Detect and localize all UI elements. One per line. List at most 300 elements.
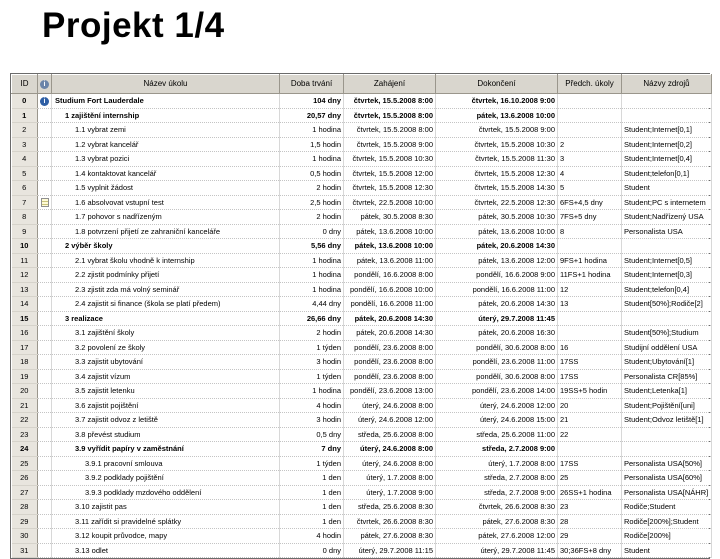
task-predecessors — [558, 311, 622, 326]
task-duration: 0 dny — [280, 543, 344, 558]
task-resources: Personalista CR[85%] — [622, 369, 712, 384]
task-name[interactable]: 3.6 zajistit pojištění — [52, 398, 280, 413]
task-start: čtvrtek, 15.5.2008 8:00 — [344, 94, 436, 109]
row-id: 4 — [12, 152, 38, 167]
task-duration: 4 hodin — [280, 529, 344, 544]
task-name[interactable]: 3.2 povolení ze školy — [52, 340, 280, 355]
task-duration: 26,66 dny — [280, 311, 344, 326]
indicator-cell — [38, 369, 52, 384]
task-duration: 1 den — [280, 485, 344, 500]
task-start: pondělí, 16.6.2008 11:00 — [344, 297, 436, 312]
task-duration: 2,5 hodin — [280, 195, 344, 210]
task-start: středa, 25.6.2008 8:00 — [344, 427, 436, 442]
indicator-cell — [38, 398, 52, 413]
task-resources: Student;Internet[0,3] — [622, 268, 712, 283]
task-predecessors — [558, 326, 622, 341]
task-start: středa, 25.6.2008 8:30 — [344, 500, 436, 515]
task-name[interactable]: 1.6 absolvovat vstupní test — [52, 195, 280, 210]
task-start: pátek, 13.6.2008 10:00 — [344, 239, 436, 254]
task-duration: 7 dny — [280, 442, 344, 457]
table-row[interactable] — [12, 427, 712, 442]
task-resources: Personalista USA[NÁHR] — [622, 485, 712, 500]
indicator-cell — [38, 94, 52, 109]
task-finish: pondělí, 30.6.2008 8:00 — [436, 369, 558, 384]
row-id: 28 — [12, 500, 38, 515]
task-duration: 1 den — [280, 471, 344, 486]
table-row[interactable] — [12, 282, 712, 297]
row-id: 14 — [12, 297, 38, 312]
table-row[interactable] — [12, 94, 712, 109]
task-duration: 0,5 hodin — [280, 166, 344, 181]
task-duration: 5,56 dny — [280, 239, 344, 254]
task-predecessors: 8 — [558, 224, 622, 239]
task-duration: 1 hodina — [280, 384, 344, 399]
task-predecessors — [558, 442, 622, 457]
task-start: úterý, 29.7.2008 11:15 — [344, 543, 436, 558]
indicator-cell — [38, 210, 52, 225]
task-name[interactable]: 3.3 zajistit ubytování — [52, 355, 280, 370]
task-duration: 20,57 dny — [280, 108, 344, 123]
indicator-cell — [38, 239, 52, 254]
project-task-table — [10, 73, 710, 559]
task-resources: Student[50%];Studium — [622, 326, 712, 341]
table-row[interactable] — [12, 326, 712, 341]
row-id: 8 — [12, 210, 38, 225]
indicator-cell — [38, 384, 52, 399]
task-finish: pátek, 20.6.2008 16:30 — [436, 326, 558, 341]
table-row[interactable] — [12, 485, 712, 500]
indicator-cell — [38, 253, 52, 268]
task-predecessors — [558, 239, 622, 254]
task-finish: pátek, 20.6.2008 14:30 — [436, 239, 558, 254]
task-duration: 104 dny — [280, 94, 344, 109]
task-finish: čtvrtek, 26.6.2008 8:30 — [436, 500, 558, 515]
column-header-start[interactable]: Zahájení — [344, 75, 436, 94]
row-id: 7 — [12, 195, 38, 210]
table-row[interactable] — [12, 471, 712, 486]
indicator-cell — [38, 268, 52, 283]
task-duration: 3 hodin — [280, 413, 344, 428]
indicator-cell — [38, 514, 52, 529]
task-start: úterý, 24.6.2008 8:00 — [344, 398, 436, 413]
task-resources: Student;Letenka[1] — [622, 384, 712, 399]
task-name[interactable]: 3.9 vyřídit papíry v zaměstnání — [52, 442, 280, 457]
row-id: 29 — [12, 514, 38, 529]
task-start: pátek, 13.6.2008 11:00 — [344, 253, 436, 268]
row-id: 5 — [12, 166, 38, 181]
task-name[interactable]: 2.3 zjistit zda má volný seminář — [52, 282, 280, 297]
task-resources: Student — [622, 543, 712, 558]
row-id: 12 — [12, 268, 38, 283]
task-start: úterý, 1.7.2008 8:00 — [344, 471, 436, 486]
task-finish: pondělí, 23.6.2008 11:00 — [436, 355, 558, 370]
task-name[interactable]: 3.8 převést studium — [52, 427, 280, 442]
row-id: 10 — [12, 239, 38, 254]
row-id: 27 — [12, 485, 38, 500]
task-predecessors: 9FS+1 hodina — [558, 253, 622, 268]
task-duration: 1 hodina — [280, 268, 344, 283]
task-name[interactable]: 1.5 vyplnit žádost — [52, 181, 280, 196]
indicator-cell — [38, 456, 52, 471]
task-name[interactable]: 3.12 koupit průvodce, mapy — [52, 529, 280, 544]
task-finish: pondělí, 16.6.2008 9:00 — [436, 268, 558, 283]
task-name[interactable]: 1.1 vybrat zemi — [52, 123, 280, 138]
task-finish: pondělí, 30.6.2008 8:00 — [436, 340, 558, 355]
task-predecessors: 29 — [558, 529, 622, 544]
task-resources — [622, 108, 712, 123]
task-finish: středa, 2.7.2008 9:00 — [436, 485, 558, 500]
task-predecessors: 28 — [558, 514, 622, 529]
row-id: 1 — [12, 108, 38, 123]
task-resources: Student;Odvoz letiště[1] — [622, 413, 712, 428]
table-row[interactable] — [12, 195, 712, 210]
row-id: 11 — [12, 253, 38, 268]
task-finish: čtvrtek, 15.5.2008 12:30 — [436, 166, 558, 181]
task-finish: pondělí, 23.6.2008 14:00 — [436, 384, 558, 399]
task-finish: středa, 2.7.2008 8:00 — [436, 471, 558, 486]
task-finish: středa, 2.7.2008 9:00 — [436, 442, 558, 457]
table-row[interactable] — [12, 166, 712, 181]
task-name[interactable]: 3.9.1 pracovní smlouva — [52, 456, 280, 471]
row-id: 18 — [12, 355, 38, 370]
task-finish: čtvrtek, 15.5.2008 14:30 — [436, 181, 558, 196]
indicator-cell — [38, 181, 52, 196]
indicator-cell — [38, 500, 52, 515]
task-predecessors: 17SS — [558, 355, 622, 370]
task-duration: 1 den — [280, 500, 344, 515]
table-row[interactable] — [12, 297, 712, 312]
row-id: 13 — [12, 282, 38, 297]
task-duration: 1 hodina — [280, 282, 344, 297]
task-name[interactable]: 3.10 zajistit pas — [52, 500, 280, 515]
table-row[interactable] — [12, 384, 712, 399]
task-resources: Personalista USA[60%] — [622, 471, 712, 486]
indicator-cell — [38, 311, 52, 326]
table-row[interactable] — [12, 268, 712, 283]
table-row[interactable] — [12, 456, 712, 471]
indicator-cell — [38, 543, 52, 558]
info-icon: i — [40, 97, 49, 106]
task-duration: 4,44 dny — [280, 297, 344, 312]
row-id: 15 — [12, 311, 38, 326]
task-name[interactable]: 2.1 vybrat školu vhodně k internship — [52, 253, 280, 268]
task-predecessors: 23 — [558, 500, 622, 515]
task-name[interactable]: 1.4 kontaktovat kancelář — [52, 166, 280, 181]
task-predecessors: 7FS+5 dny — [558, 210, 622, 225]
row-id: 0 — [12, 94, 38, 109]
table-row[interactable] — [12, 340, 712, 355]
task-finish: úterý, 24.6.2008 15:00 — [436, 413, 558, 428]
indicator-cell — [38, 224, 52, 239]
table-row[interactable] — [12, 210, 712, 225]
task-resources — [622, 311, 712, 326]
row-id: 20 — [12, 384, 38, 399]
indicator-cell — [38, 427, 52, 442]
row-id: 2 — [12, 123, 38, 138]
task-finish: pondělí, 16.6.2008 11:00 — [436, 282, 558, 297]
task-predecessors: 17SS — [558, 369, 622, 384]
task-resources: Rodiče[200%];Student — [622, 514, 712, 529]
task-name[interactable]: 2 výběr školy — [52, 239, 280, 254]
task-resources — [622, 442, 712, 457]
indicator-cell — [38, 355, 52, 370]
task-start: pondělí, 16.6.2008 8:00 — [344, 268, 436, 283]
task-duration: 1 týden — [280, 369, 344, 384]
task-finish: čtvrtek, 15.5.2008 9:00 — [436, 123, 558, 138]
task-table — [11, 74, 712, 558]
task-finish: pátek, 27.6.2008 12:00 — [436, 529, 558, 544]
task-predecessors: 26SS+1 hodina — [558, 485, 622, 500]
task-predecessors: 17SS — [558, 456, 622, 471]
task-start: čtvrtek, 22.5.2008 10:00 — [344, 195, 436, 210]
task-duration: 1,5 hodin — [280, 137, 344, 152]
table-row[interactable] — [12, 137, 712, 152]
task-start: čtvrtek, 15.5.2008 12:00 — [344, 166, 436, 181]
task-predecessors: 22 — [558, 427, 622, 442]
task-finish: úterý, 29.7.2008 11:45 — [436, 311, 558, 326]
task-name[interactable]: 3.1 zajištění školy — [52, 326, 280, 341]
task-name[interactable]: 1 zajištění internship — [52, 108, 280, 123]
task-finish: čtvrtek, 16.10.2008 9:00 — [436, 94, 558, 109]
task-resources: Personalista USA — [622, 224, 712, 239]
task-duration: 3 hodin — [280, 355, 344, 370]
column-header-task-name[interactable]: Název úkolu — [52, 75, 280, 94]
row-id: 23 — [12, 427, 38, 442]
task-duration: 1 týden — [280, 340, 344, 355]
task-name[interactable]: 3.9.2 podklady pojištění — [52, 471, 280, 486]
task-name[interactable]: 3.7 zajistit odvoz z letiště — [52, 413, 280, 428]
task-resources: Rodiče;Student — [622, 500, 712, 515]
task-name[interactable]: 3 realizace — [52, 311, 280, 326]
task-name[interactable]: 3.13 odlet — [52, 543, 280, 558]
indicator-cell — [38, 108, 52, 123]
task-start: čtvrtek, 15.5.2008 8:00 — [344, 123, 436, 138]
indicator-cell — [38, 166, 52, 181]
task-predecessors: 3 — [558, 152, 622, 167]
task-duration: 2 hodin — [280, 326, 344, 341]
column-header-predecessors[interactable]: Předch. úkoly — [558, 75, 622, 94]
task-predecessors — [558, 108, 622, 123]
task-name[interactable]: 1.7 pohovor s nadřízeným — [52, 210, 280, 225]
task-resources — [622, 94, 712, 109]
task-resources: Studijní oddělení USA — [622, 340, 712, 355]
task-duration: 1 hodina — [280, 152, 344, 167]
table-row[interactable] — [12, 253, 712, 268]
indicator-cell — [38, 485, 52, 500]
table-row[interactable] — [12, 514, 712, 529]
task-start: pondělí, 23.6.2008 13:00 — [344, 384, 436, 399]
task-predecessors: 20 — [558, 398, 622, 413]
task-name[interactable]: 3.9.3 podklady mzdového oddělení — [52, 485, 280, 500]
task-predecessors: 16 — [558, 340, 622, 355]
task-name[interactable]: 3.5 zajistit letenku — [52, 384, 280, 399]
task-finish: pátek, 27.6.2008 8:30 — [436, 514, 558, 529]
row-id: 21 — [12, 398, 38, 413]
table-row[interactable] — [12, 123, 712, 138]
task-duration: 0 dny — [280, 224, 344, 239]
task-start: pondělí, 23.6.2008 8:00 — [344, 340, 436, 355]
task-finish: čtvrtek, 22.5.2008 12:30 — [436, 195, 558, 210]
task-resources: Personalista USA[50%] — [622, 456, 712, 471]
task-start: čtvrtek, 15.5.2008 8:00 — [344, 108, 436, 123]
row-id: 19 — [12, 369, 38, 384]
task-finish: pátek, 20.6.2008 14:30 — [436, 297, 558, 312]
task-name[interactable]: 1.8 potvrzení přijetí ze zahraniční kanceláře — [52, 224, 280, 239]
table-row[interactable] — [12, 398, 712, 413]
task-duration: 1 den — [280, 514, 344, 529]
table-row[interactable] — [12, 442, 712, 457]
table-row[interactable] — [12, 543, 712, 558]
task-predecessors: 21 — [558, 413, 622, 428]
task-finish: čtvrtek, 15.5.2008 10:30 — [436, 137, 558, 152]
indicator-cell — [38, 471, 52, 486]
task-name[interactable]: Studium Fort Lauderdale — [52, 94, 280, 109]
task-duration: 1 hodina — [280, 123, 344, 138]
task-start: pátek, 13.6.2008 10:00 — [344, 224, 436, 239]
task-predecessors: 4 — [558, 166, 622, 181]
row-id: 24 — [12, 442, 38, 457]
row-id: 26 — [12, 471, 38, 486]
table-row[interactable] — [12, 413, 712, 428]
indicator-cell — [38, 152, 52, 167]
indicator-cell — [38, 413, 52, 428]
table-row[interactable] — [12, 108, 712, 123]
table-body — [12, 94, 712, 558]
table-row[interactable] — [12, 500, 712, 515]
indicator-cell — [38, 297, 52, 312]
task-start: pondělí, 16.6.2008 10:00 — [344, 282, 436, 297]
task-duration: 2 hodin — [280, 181, 344, 196]
task-duration: 1 hodina — [280, 253, 344, 268]
task-start: pátek, 27.6.2008 8:30 — [344, 529, 436, 544]
task-start: pondělí, 23.6.2008 8:00 — [344, 355, 436, 370]
task-predecessors: 12 — [558, 282, 622, 297]
task-name[interactable]: 1.2 vybrat kancelář — [52, 137, 280, 152]
task-resources: Student;Nadřízený USA — [622, 210, 712, 225]
task-resources: Rodiče[200%] — [622, 529, 712, 544]
task-resources — [622, 427, 712, 442]
task-resources: Student[50%];Rodiče[2] — [622, 297, 712, 312]
task-name[interactable]: 3.11 zařídit si pravidelné splátky — [52, 514, 280, 529]
column-header-finish[interactable]: Dokončení — [436, 75, 558, 94]
task-resources: Student;telefon[0,4] — [622, 282, 712, 297]
task-finish: pátek, 13.6.2008 10:00 — [436, 108, 558, 123]
column-header-indicator[interactable] — [38, 75, 52, 94]
table-row[interactable] — [12, 239, 712, 254]
task-predecessors: 19SS+5 hodin — [558, 384, 622, 399]
indicator-cell — [38, 282, 52, 297]
task-predecessors: 13 — [558, 297, 622, 312]
task-resources: Student;telefon[0,1] — [622, 166, 712, 181]
indicator-cell — [38, 195, 52, 210]
table-row[interactable] — [12, 181, 712, 196]
table-row[interactable] — [12, 355, 712, 370]
row-id: 25 — [12, 456, 38, 471]
row-id: 30 — [12, 529, 38, 544]
task-name[interactable]: 2.4 zajistit si finance (škola se platí předem) — [52, 297, 280, 312]
row-id: 22 — [12, 413, 38, 428]
indicator-cell — [38, 137, 52, 152]
info-icon: i — [40, 80, 49, 89]
table-row[interactable] — [12, 311, 712, 326]
task-resources: Student;Internet[0,5] — [622, 253, 712, 268]
task-name[interactable]: 1.3 vybrat pozici — [52, 152, 280, 167]
task-resources: Student;Ubytování[1] — [622, 355, 712, 370]
task-finish: pátek, 13.6.2008 12:00 — [436, 253, 558, 268]
page-title: Projekt 1/4 — [42, 6, 225, 45]
task-predecessors: 30;36FS+8 dny — [558, 543, 622, 558]
task-start: pátek, 20.6.2008 14:30 — [344, 326, 436, 341]
task-predecessors: 6FS+4,5 dny — [558, 195, 622, 210]
task-resources: Student;PC s internetem — [622, 195, 712, 210]
task-predecessors: 2 — [558, 137, 622, 152]
task-finish: pátek, 30.5.2008 10:30 — [436, 210, 558, 225]
task-start: úterý, 24.6.2008 12:00 — [344, 413, 436, 428]
task-finish: středa, 25.6.2008 11:00 — [436, 427, 558, 442]
task-duration: 4 hodin — [280, 398, 344, 413]
task-predecessors: 11FS+1 hodina — [558, 268, 622, 283]
task-start: pondělí, 23.6.2008 8:00 — [344, 369, 436, 384]
table-row[interactable] — [12, 152, 712, 167]
task-duration: 1 týden — [280, 456, 344, 471]
note-icon — [41, 198, 49, 207]
task-resources — [622, 239, 712, 254]
task-start: pátek, 20.6.2008 14:30 — [344, 311, 436, 326]
task-duration: 2 hodin — [280, 210, 344, 225]
indicator-cell — [38, 123, 52, 138]
row-id: 31 — [12, 543, 38, 558]
table-row[interactable] — [12, 529, 712, 544]
task-resources: Student;Pojištění[uni] — [622, 398, 712, 413]
task-finish: pátek, 13.6.2008 10:00 — [436, 224, 558, 239]
task-start: čtvrtek, 15.5.2008 9:00 — [344, 137, 436, 152]
indicator-cell — [38, 529, 52, 544]
task-name[interactable]: 2.2 zjistit podmínky přijetí — [52, 268, 280, 283]
task-finish: úterý, 1.7.2008 8:00 — [436, 456, 558, 471]
task-resources: Student;Internet[0,1] — [622, 123, 712, 138]
task-start: úterý, 1.7.2008 9:00 — [344, 485, 436, 500]
task-resources: Student;Internet[0,2] — [622, 137, 712, 152]
task-finish: čtvrtek, 15.5.2008 11:30 — [436, 152, 558, 167]
task-start: čtvrtek, 15.5.2008 12:30 — [344, 181, 436, 196]
table-row[interactable] — [12, 224, 712, 239]
task-start: úterý, 24.6.2008 8:00 — [344, 456, 436, 471]
row-id: 16 — [12, 326, 38, 341]
task-predecessors — [558, 94, 622, 109]
table-row[interactable] — [12, 369, 712, 384]
column-header-resources[interactable]: Názvy zdrojů — [622, 75, 712, 94]
task-resources: Student;Internet[0,4] — [622, 152, 712, 167]
task-name[interactable]: 3.4 zajistit vízum — [52, 369, 280, 384]
row-id: 6 — [12, 181, 38, 196]
task-start: úterý, 24.6.2008 8:00 — [344, 442, 436, 457]
task-predecessors: 5 — [558, 181, 622, 196]
indicator-cell — [38, 326, 52, 341]
task-predecessors — [558, 123, 622, 138]
task-predecessors: 25 — [558, 471, 622, 486]
row-id: 9 — [12, 224, 38, 239]
indicator-cell — [38, 442, 52, 457]
column-header-duration[interactable]: Doba trvání — [280, 75, 344, 94]
task-start: čtvrtek, 26.6.2008 8:30 — [344, 514, 436, 529]
row-id: 17 — [12, 340, 38, 355]
indicator-cell — [38, 340, 52, 355]
task-start: pátek, 30.5.2008 8:30 — [344, 210, 436, 225]
task-start: čtvrtek, 15.5.2008 10:30 — [344, 152, 436, 167]
task-resources: Student — [622, 181, 712, 196]
row-id: 3 — [12, 137, 38, 152]
column-header-id[interactable]: ID — [12, 75, 38, 94]
